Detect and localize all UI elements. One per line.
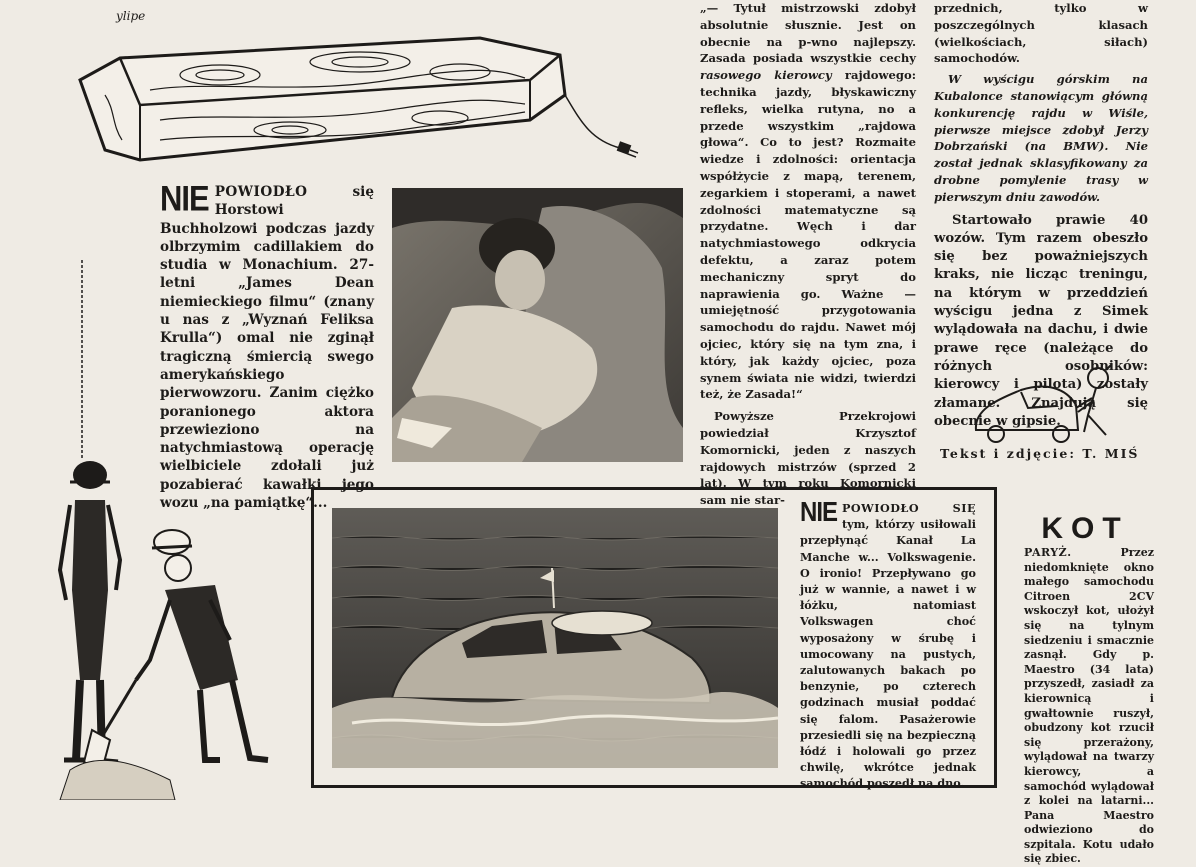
results-paragraph: przednich, tylko w poszczególnych klasach (wielkościach, siłach) samochodów. — [934, 1, 1148, 66]
photo-volkswagen-at-sea — [332, 508, 778, 768]
dropcap: NIE — [160, 178, 209, 219]
article-text: się Horstowi Buchholzowi podczas jazdy olbrzymim cadillakiem do studia w Monachium. 27-letni „James Dean niemieckiego filmu“ (znany u nas z „Wyznań Feliksa Krulla“) omal nie zginął tragiczną śmiercią swego amerykańskiego pierwowzoru. Zanim ciężko poranionego aktora przewieziono na natychmiastową operację wielbiciele zdołali już pozabierać kawałki jego wozu „na pamiątkę“... — [160, 184, 374, 512]
hanging-and-digging-illustration — [0, 260, 275, 800]
quote-paragraph: „— Tytuł mistrzowski zdobył absolutnie słusznie. Jest on obecnie na p-wno najlepszy. Zasada posiada wszystkie cechy rasowego kierowcy rajdowego: technika jazdy, błyskawiczny refleks, wielka rutyna, no a przede wszystkim „rajdowa głowa“. Co to jest? Rozmaite wiedze i zdolności: orientacja współżycie z mapą, terenem, zegarkiem i stoperami, a nawet zdolności matematyczne są przydatne. Węch i dar natychmiastowego odkrycia defektu, a zaraz potem mechaniczny spryt do naprawienia go. Ważne — umiejętność przygotowania samochodu do rajdu. Nawet mój ojciec, który się na tym zna, i który, jak każdy ojciec, poza synem świata nie widzi, twierdzi też, że Zasada!“ — [700, 1, 916, 402]
kot-headline: KOT — [1041, 512, 1129, 545]
attribution-paragraph: Powyższe Przekrojowi powiedział Krzysztof Komornicki, jeden z naszych rajdowych mistrzów (sprzed 2 lat). W tym roku Komornicki sam nie star- — [700, 409, 916, 508]
article-text: tym, którzy usiłowali przepłynąć Kanał La Manche w... Volkswagenie. O ironio! Przepływano go już w wannie, a nawet i w łóżku, natomiast Volkswagen choć wyposażony w śrubę i umocowany na pustych, zalutowanych bakach po benzynie, po czterech godzinach musiał poddać się falom. Pasażerowie przesiedli się na bezpieczną łódź i holowali go przez chwilę, wkrótce jednak samochód poszedł na dno. — [800, 517, 976, 791]
caps-lead: POWIODŁO — [214, 184, 308, 200]
caps-lead: PARYŻ. — [1024, 546, 1072, 559]
illustrator-signature: ylipe — [116, 9, 146, 23]
photo-credit: Tekst i zdjęcie: T. MIŚ — [940, 446, 1140, 461]
dropcap: NIE — [800, 496, 838, 528]
coffin-car-illustration — [60, 0, 660, 180]
kubalonka-paragraph: W wyścigu górskim na Kubalonce stanowiącym główną konkurencję rajdu w Wiśle, pierwsze miejsce zdobył Jerzy Dobrzański (na BMW). Nie został jednak sklasyfikowany za drobne pomylenie trasy w pierwszym dniu zawodów. — [934, 72, 1148, 204]
article-text: Przez niedomknięte okno małego samochodu Citroen 2CV wskoczył kot, ułożył się na tylnym siedzeniu i smacznie zasnął. Gdy p. Maestro (34 lata) przyszedł, zasiadł za kierownicą i gwałtownie ruszył, obudzony kot rzucił się przerażony, wylądował na twarzy kierowcy, a samochód wylądował z kolei na latarni... Pana Maestro odwieziono do szpitala. Kotu udało się zbiec. — [1024, 546, 1154, 866]
article-zasada-column — [700, 0, 916, 509]
crashes-paragraph: Startowało prawie 40 wozów. Tym razem obeszło się bez poważniejszych kraks, nie licząc treningu, na którym w przeddzień wyścigu jedna z Simek wylądowała na dachu, i dwie prawe ręce (należące do różnych osobników: kierowcy i pilota) zostały złamane. Znajdują się obecnie w gipsie. — [934, 212, 1148, 429]
man-pushing-car-doodle — [966, 360, 1146, 448]
kot-article — [1024, 546, 1154, 867]
caps-lead: POWIODŁO SIĘ — [842, 501, 976, 515]
vw-channel-box — [311, 487, 997, 791]
nie-article-volkswagen — [800, 496, 976, 792]
photo-rally-driver — [392, 188, 683, 462]
